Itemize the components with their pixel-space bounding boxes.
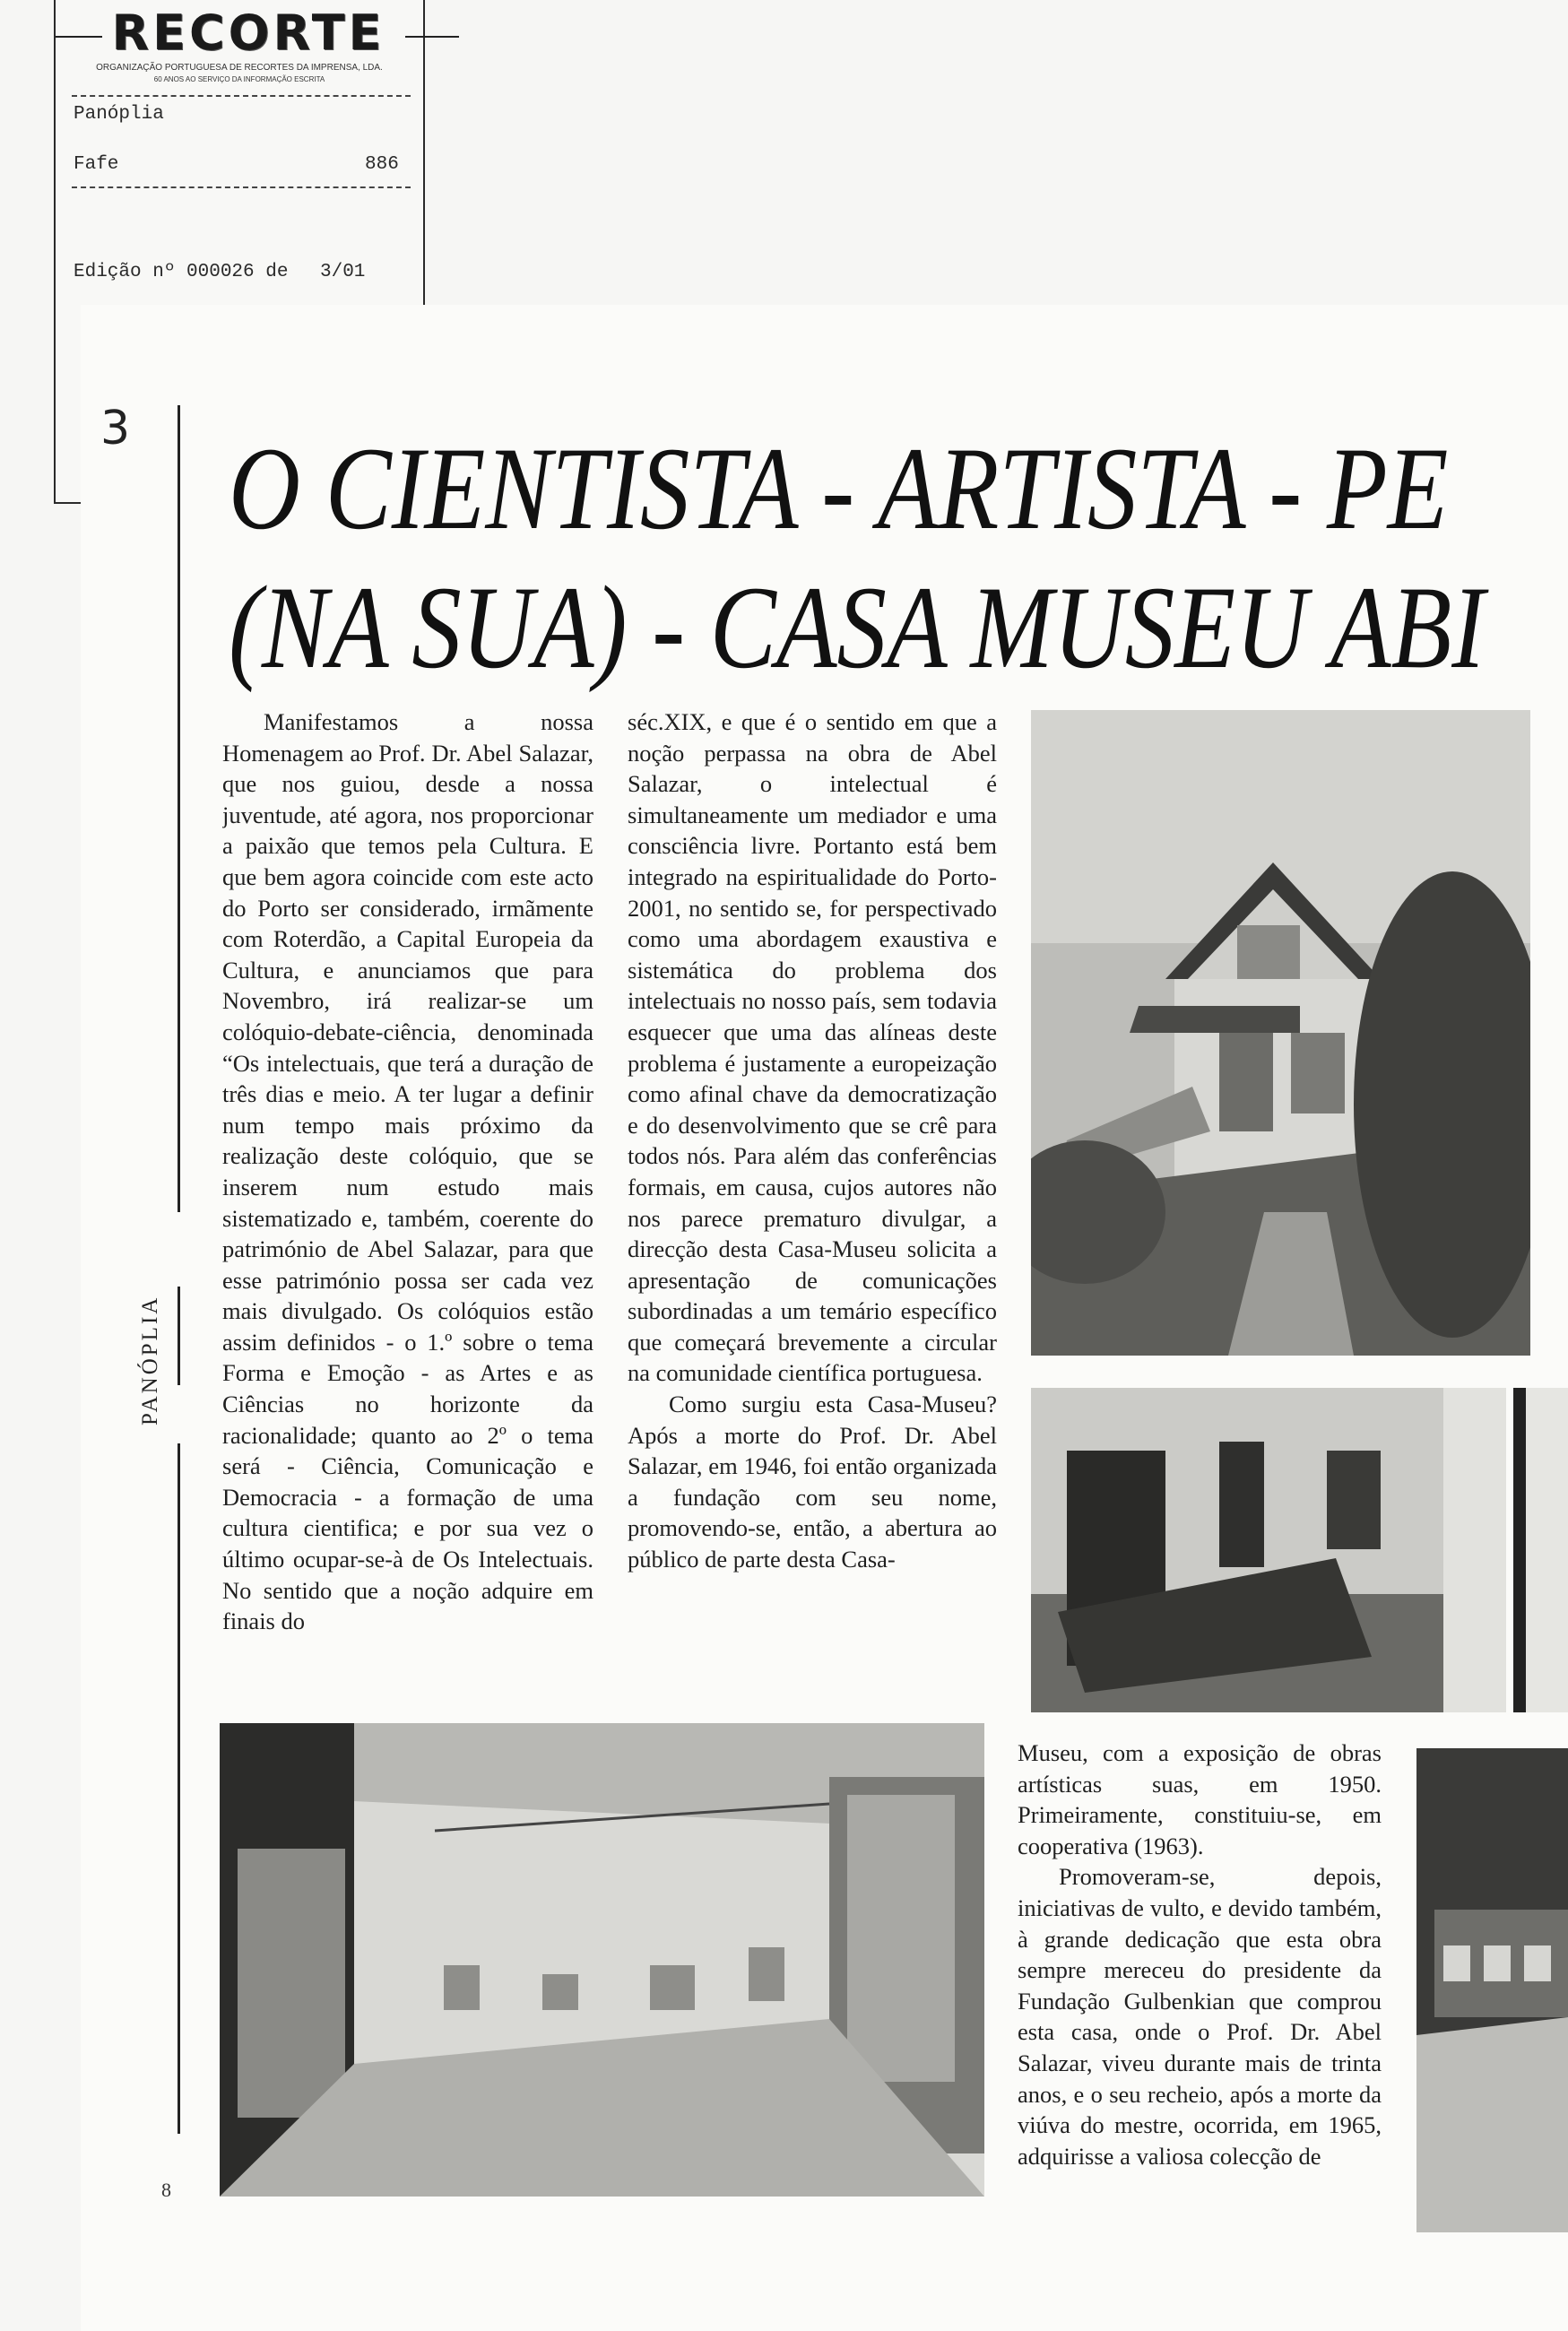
article-column-1 [222,706,593,1693]
headline-line-2: (NA SUA) - CASA MUSEU ABI [229,561,1486,693]
paragraph: Manifestamos a nossa Homenagem ao Prof. Dr. Abel Salazar, que nos guiou, desde a nossa juventude, até agora, nos proporcionar a paixão que temos pela Cultura. E que bem agora coincide com este acto do Porto ser considerado, irmãmente com Roterdão, a Capital Europeia da Cultura, e anunciamos que para Novembro, irá realizar-se um colóquio-debate-ciência, denominada “Os intelectuais, que terá a duração de três dias e meio. A ter lugar a definir num tempo mais próximo da realização deste colóquio, que se inserem num estudo mais sistematizado e, também, coerente do património de Abel Salazar, para que esse património possa ser cada vez mais divulgado. Os colóquios estão assim definidos - o 1.º sobre o tema Forma e Emoção - as Artes e as Ciências no horizonte da racionalidade; quanto ao 2º o tema será - Ciência, Comunicação e Democracia - a formação de uma cultura cientifica; e por sua vez o último ocupar-se-à de Os Intelectuais. No sentido que a noção adquire em finais do [222,708,593,1635]
paragraph: séc.XIX, e que é o sentido em que a noção perpassa na obra de Abel Salazar, o intelectual é simultaneamente um mediador e uma consciência livre. Portanto está bem integrado na espiritualidade do Porto-2001, no sentido se, for perspectivado como uma abordagem exaustiva e sistemática do problema dos intelectuais no nosso país, sem todavia esquecer que uma das alíneas deste problema é justamente a europeização como afinal chave da democratização e do desenvolvimento que se crê para todos nós. Para além das conferências formais, em causa, cujos autores não nos parece prematuro divulgar, a direcção desta Casa-Museu solicita a apresentação de comunicações subordinadas a um temário específico que começará brevemente a circular na comunidade científica portuguesa. [628,708,997,1387]
paragraph: Como surgiu esta Casa-Museu? Após a morte do Prof. Dr. Abel Salazar, em 1946, foi então organizada a fundação com seu nome, promovendo-se, então, a abertura ao público de parte desta Casa- [628,1391,997,1573]
bedroom-photo [1031,1388,1506,1712]
paragraph: Museu, com a exposição de obras artísticas suas, em 1950. Primeiramente, constituiu-se, em cooperativa (1963). [1018,1739,1382,1859]
logo-rule-left [56,36,102,38]
publication-location: Fafe [74,154,119,175]
margin-rule [178,1287,180,1385]
company-name: ORGANIZAÇÃO PORTUGUESA DE RECORTES DA IMPRENSA, LDA. [96,63,383,73]
page-number: 8 [161,2179,171,2201]
margin-rule [178,405,180,1212]
logo-rule-right [405,36,459,38]
paragraph: Promoveram-se, depois, iniciativas de vulto, e devido também, à grande dedicação que esta obra sempre mereceu do presidente da Fundação Gulbenkian que comprou esta casa, onde o Prof. Dr. Abel Salazar, viveu durante mais de trinta anos, e o seu recheio, após a morte da viúva do mestre, ocorrida, em 1965, adquirisse a valiosa colecção de [1018,1863,1382,2170]
clipping-reference: 886 [365,154,399,175]
headline-line-1: O CIENTISTA - ARTISTA - PE [229,422,1449,554]
page-marker: 3 [100,402,131,455]
gallery-side-photo [1416,1748,1568,2232]
recorte-logo: RECORTE [111,4,386,61]
gallery-interior-photo [220,1723,984,2197]
company-tagline: 60 ANOS AO SERVIÇO DA INFORMAÇÃO ESCRITA [153,75,325,83]
divider [72,186,411,188]
edition-date: 3/01 [320,262,366,282]
margin-rule [178,1443,180,2134]
gallery-photo-edge [1513,1388,1568,1712]
publication-name: Panóplia [74,104,164,125]
divider [72,95,411,97]
article-column-2 [628,706,997,1693]
article-column-3 [1018,1737,1382,2240]
house-exterior-photo [1031,710,1530,1356]
edition-number: Edição nº 000026 de [74,262,289,282]
section-label: PANÓPLIA [138,1295,162,1425]
